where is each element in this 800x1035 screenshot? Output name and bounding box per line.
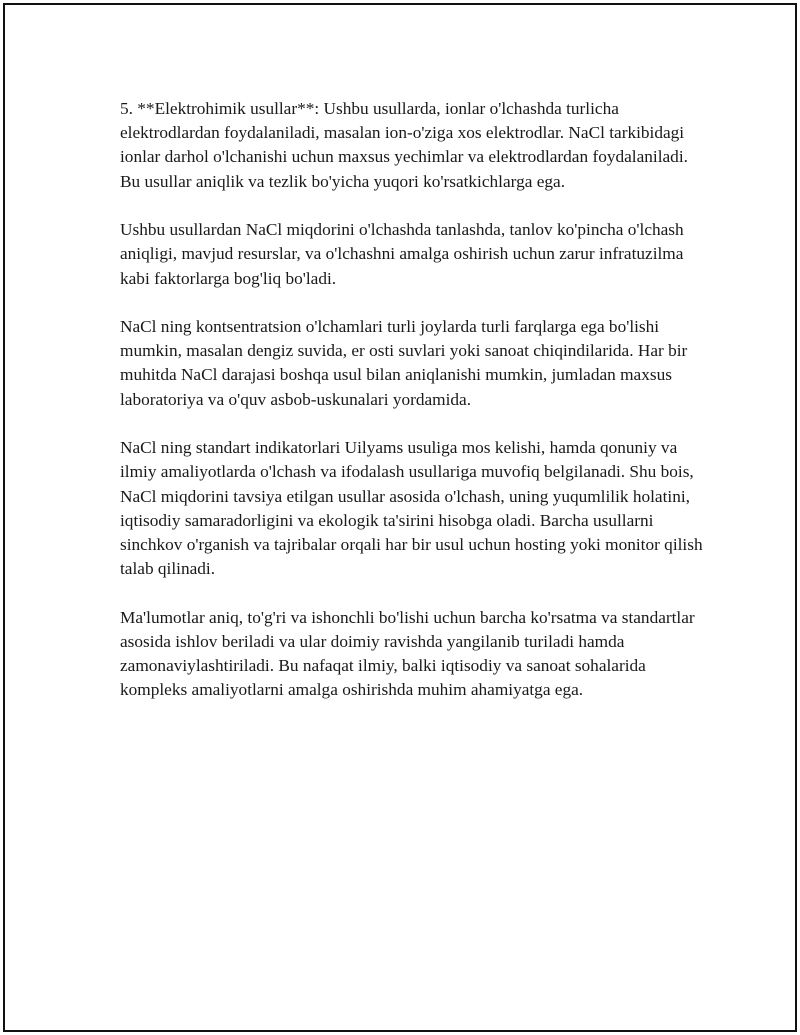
paragraph-standard-indicators: NaCl ning standart indikatorlari Uilyams usuliga mos kelishi, hamda qonuniy va ilmiy amaliyotlarda o'lchash va ifodalash usullariga muvofiq belgilanadi. Shu bois, NaCl miqdorini tavsiya etilgan usullar asosida o'lchash, uning yuqumlilik holatini, iqtisodiy samaradorligini va ekologik ta'sirini hisobga oladi. Barcha usullarni sinchkov o'rganish va tajribalar orqali har bir usul uchun hosting yoki monitor qilish talab qilinadi. [120, 438, 703, 579]
document-body [120, 97, 710, 727]
paragraph-concentration-variation: NaCl ning kontsentratsion o'lchamlari turli joylarda turli farqlarga ega bo'lishi mumkin, masalan dengiz suvida, er osti suvlari yoki sanoat chiqindilarida. Har bir muhitda NaCl darajasi boshqa usul bilan aniqlanishi mumkin, jumladan maxsus laboratoriya va o'quv asbob-uskunalari yordamida. [120, 317, 688, 409]
paragraph-method-selection: Ushbu usullardan NaCl miqdorini o'lchashda tanlashda, tanlov ko'pincha o'lchash aniqligi, mavjud resurslar, va o'lchashni amalga oshirish uchun zarur infratuzilma kabi faktorlarga bog'liq bo'ladi. [120, 220, 684, 288]
paragraph-electrochemical-methods: 5. **Elektrohimik usullar**: Ushbu usullarda, ionlar o'lchashda turlicha elektrodlardan foydalaniladi, masalan ion-o'ziga xos elektrodlar. NaCl tarkibidagi ionlar darhol o'lchanishi uchun maxsus yechimlar va elektrodlardan foydalaniladi. Bu usullar aniqlik va tezlik bo'yicha yuqori ko'rsatkichlarga ega. [120, 99, 688, 191]
document-page [3, 3, 797, 1032]
paragraph-data-reliability: Ma'lumotlar aniq, to'g'ri va ishonchli bo'lishi uchun barcha ko'rsatma va standartlar asosida ishlov beriladi va ular doimiy ravishda yangilanib turiladi hamda zamonaviylashtiriladi. Bu nafaqat ilmiy, balki iqtisodiy va sanoat sohalarida kompleks amaliyotlarni amalga oshirishda muhim ahamiyatga ega. [120, 607, 695, 700]
